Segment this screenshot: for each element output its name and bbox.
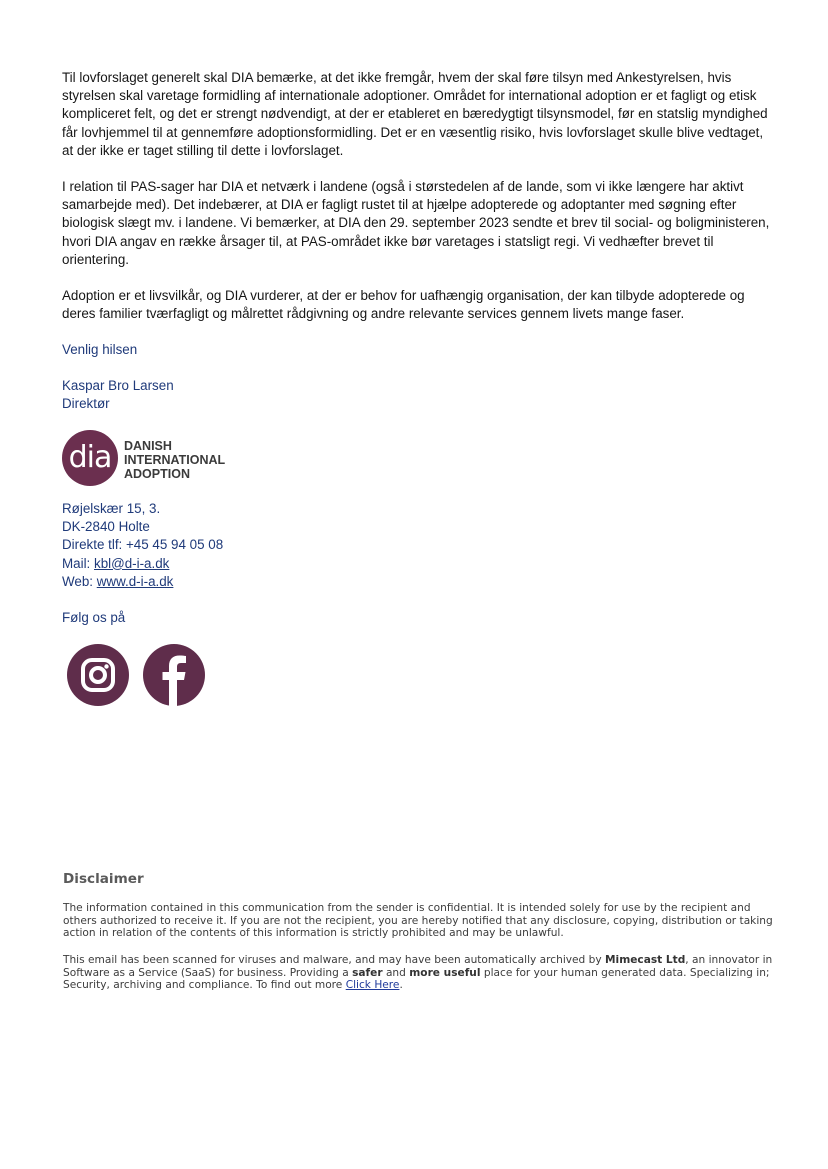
signature-greeting: Venlig hilsen: [62, 342, 138, 357]
more-useful-bold: more useful: [409, 966, 481, 979]
body-paragraph-2: I relation til PAS-sager har DIA et netværk i landene (også i størstedelen af de lande, som vi ikke længere har aktivt samarbejde med). Det indebærer, at DIA er fagligt rustet til at hjælpe adopterede og adoptanter med søgning efter biologisk slægt mv. i landene. Vi bemærker, at DIA den 29. september 2023 sendte et brev til social- og boligministeren, hvori DIA angav en række årsager til, at PAS-området ikke bør varetages i statsligt regi. Vi vedhæfter brevet til orientering.: [62, 179, 770, 267]
mail-link[interactable]: kbl@d-i-a.dk: [94, 555, 170, 571]
web-line: [62, 573, 223, 591]
dia-logo-mark: dia: [68, 440, 112, 475]
mail-label: Mail:: [62, 555, 94, 571]
disclaimer-text-2e: and: [382, 966, 410, 979]
signature-title: Direktør: [62, 396, 110, 411]
facebook-icon: [143, 644, 205, 706]
follow-us-label: Følg os på: [62, 610, 126, 625]
facebook-link[interactable]: [143, 644, 205, 706]
disclaimer-text-2a: This email has been scanned for viruses and malware, and may have been automatically archived by: [63, 954, 606, 966]
safer-bold: safer: [352, 966, 383, 979]
disclaimer-text-2h: .: [399, 979, 403, 992]
phone-line: Direkte tlf: +45 45 94 05 08: [62, 537, 224, 553]
web-link[interactable]: www.d-i-a.dk: [96, 573, 174, 589]
signature-name: Kaspar Bro Larsen: [62, 378, 174, 393]
instagram-icon: [67, 644, 129, 706]
disclaimer-text-2: [63, 954, 775, 992]
logo-line-2: INTERNATIONAL: [124, 453, 226, 467]
dia-logo-text: [124, 439, 225, 481]
disclaimer-text-1: The information contained in this communication from the sender is confidential. It is intended solely for use by the recipient and others authorized to receive it. If you are not the recipient, you are hereby notified that any disclosure, copying, distribution or taking action in relation of the contents of this information is strictly prohibited and may be unlawful.: [63, 902, 773, 940]
click-here-link[interactable]: Click Here: [345, 979, 400, 992]
web-label: Web:: [62, 573, 97, 589]
mimecast-name: Mimecast Ltd: [605, 954, 686, 966]
contact-block: [62, 500, 223, 591]
mail-line: [62, 555, 223, 573]
body-paragraph-3: Adoption er et livsvilkår, og DIA vurderer, at der er behov for uafhængig organisation, der kan tilbyde adopterede og deres familier tværfagligt og målrettet rådgivning og andre relevante services gennem livets mange faser.: [62, 288, 745, 322]
instagram-link[interactable]: [67, 644, 129, 706]
disclaimer-text-2c: , an innovator in Software as a Service (SaaS) for business. Providing a: [63, 954, 773, 979]
address-line-2: DK-2840 Holte: [62, 519, 150, 535]
disclaimer-text-2g: place for your human generated data. Specializing in; Security, archiving and compliance. To find out more: [63, 966, 770, 992]
disclaimer-title: Disclaimer: [63, 871, 144, 887]
body-paragraph-1: Til lovforslaget generelt skal DIA bemærke, at det ikke fremgår, hvem der skal føre tilsyn med Ankestyrelsen, hvis styrelsen skal varetage formidling af internationale adoptioner. Området for international adoption er et fagligt og etisk kompliceret felt, og det er strengt nødvendigt, at der er etableret en bæredygtigt tilsynsmodel, før en statslig myndighed får lovhjemmel til at gennemføre adoptionsformidling. Det er en væsentlig risiko, hvis lovforslaget skulle blive vedtaget, at der ikke er taget stilling til dette i lovforslaget.: [62, 70, 768, 158]
logo-line-1: DANISH: [124, 439, 172, 453]
logo-line-3: ADOPTION: [124, 467, 190, 481]
address-line-1: Røjelskær 15, 3.: [62, 501, 161, 516]
dia-logo: [62, 430, 242, 486]
